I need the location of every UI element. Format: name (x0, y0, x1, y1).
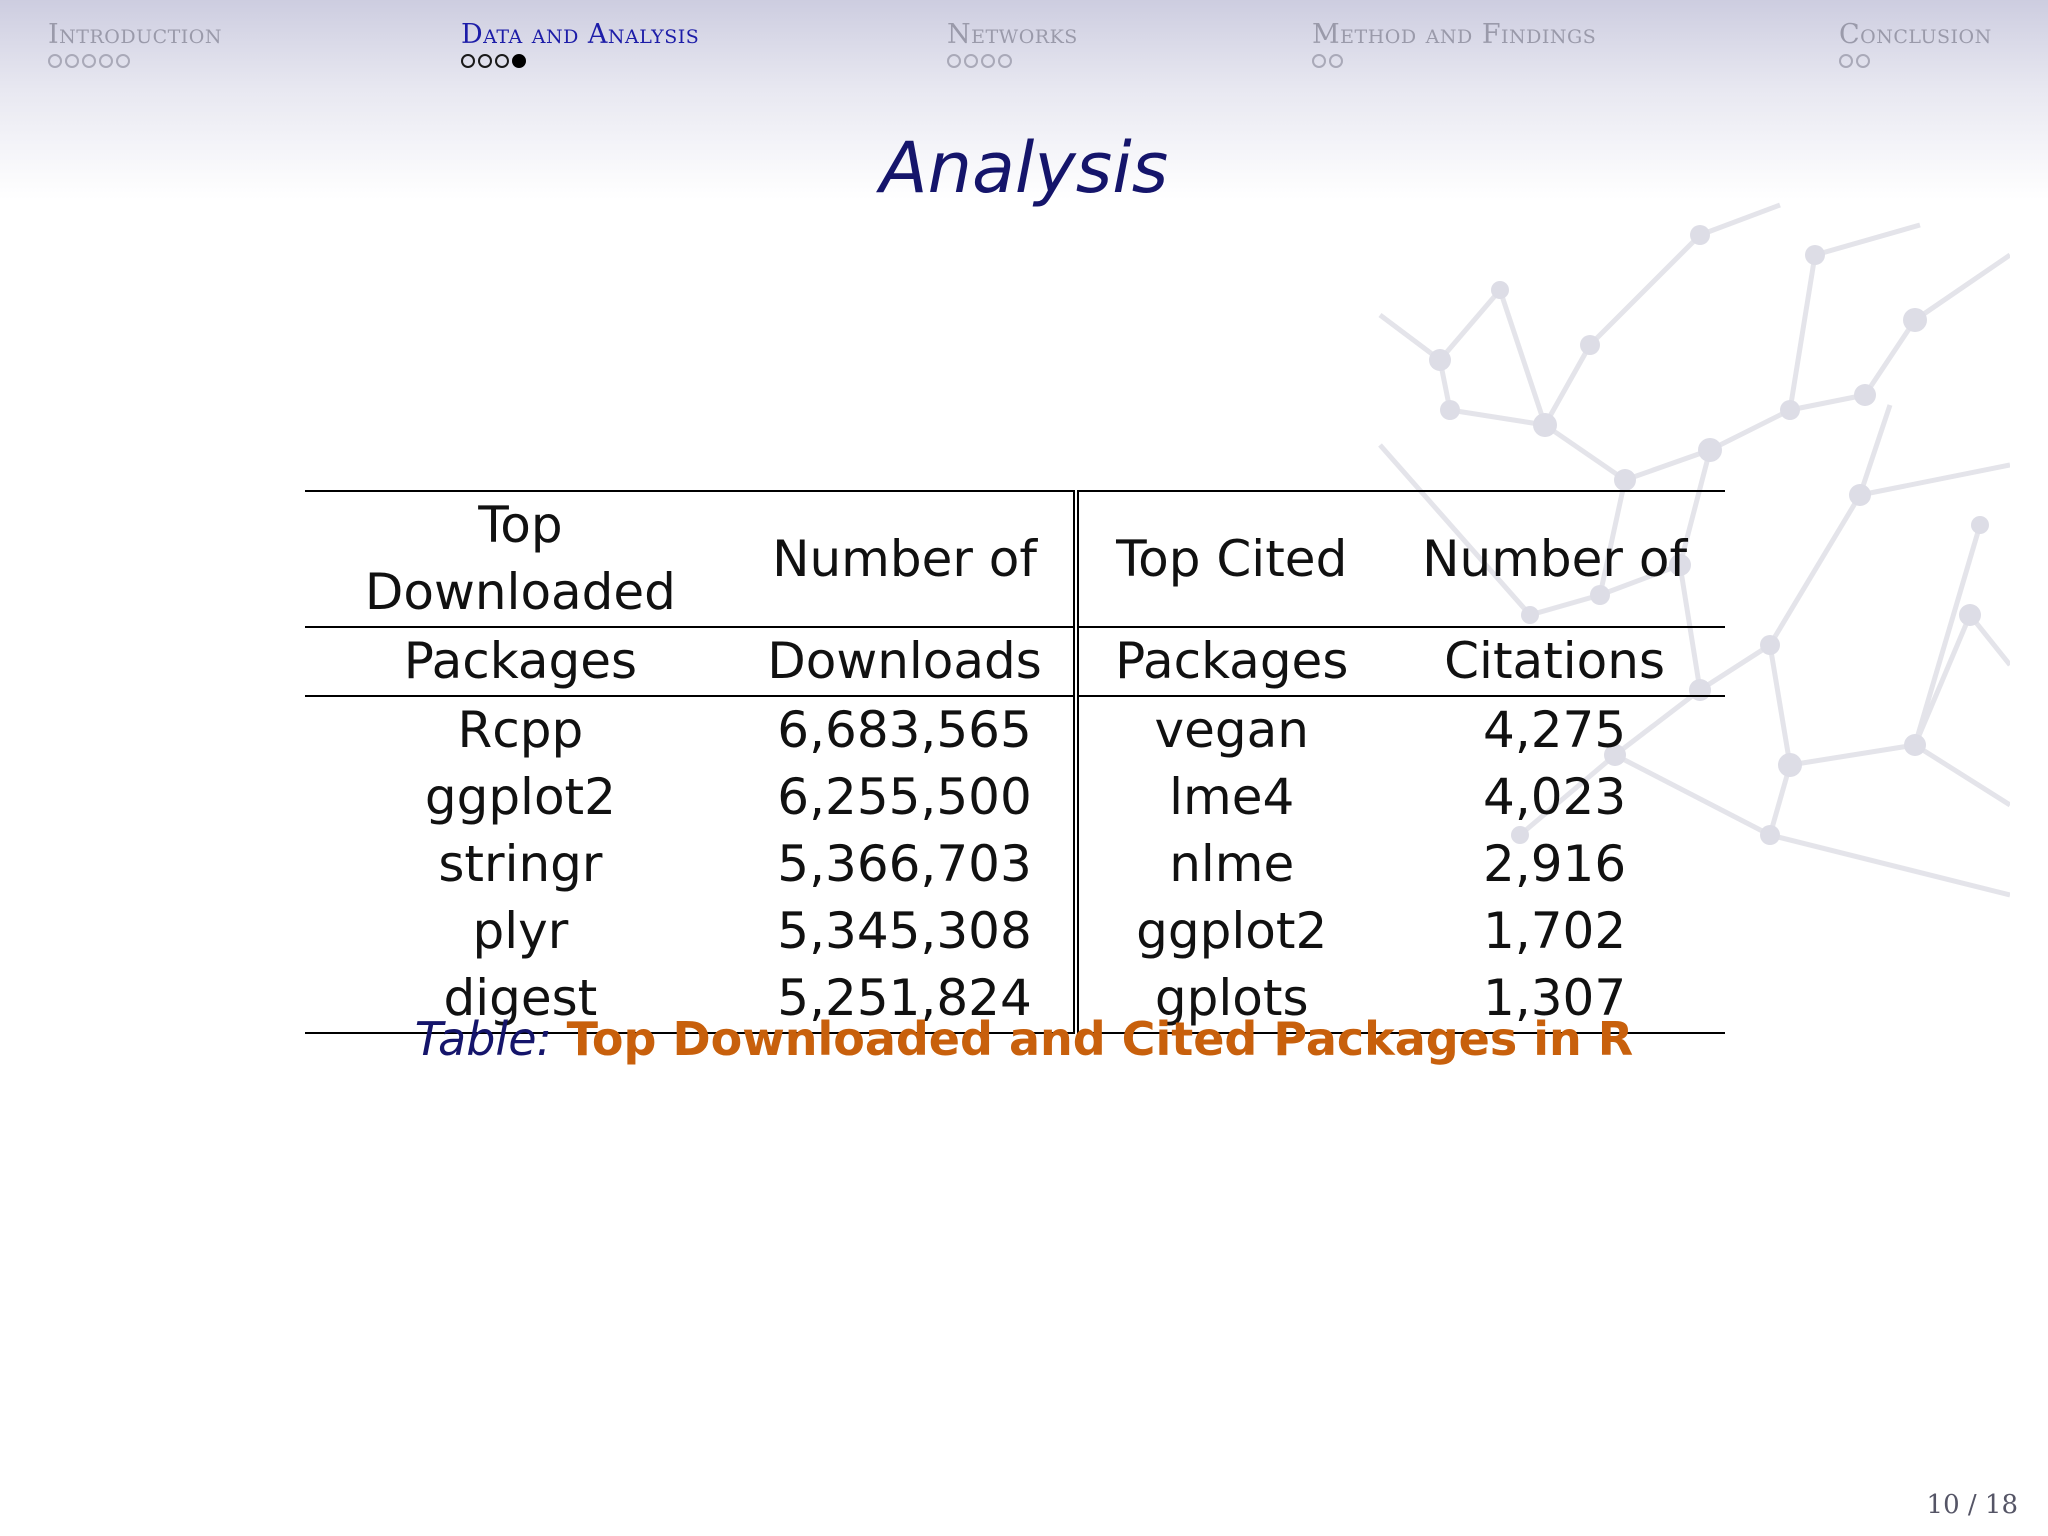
table-row (305, 831, 1725, 898)
header-number-of-citations: Number of (1384, 491, 1725, 627)
nav-dot[interactable] (495, 54, 509, 68)
citation-count: 1,702 (1483, 902, 1627, 960)
cited-package-name: ggplot2 (1136, 902, 1328, 960)
header-top-downloaded: Top Downloaded (305, 491, 736, 627)
cited-package-name: gplots (1076, 965, 1384, 1033)
nav-section-method-and-findings[interactable] (1312, 18, 1596, 68)
nav-dot[interactable] (1329, 54, 1343, 68)
page-number: 10 / 18 (1926, 1490, 2018, 1520)
nav-dot[interactable] (1839, 54, 1853, 68)
caption-text: Top Downloaded and Cited Packages in R (566, 1012, 1634, 1066)
nav-dot[interactable] (461, 54, 475, 68)
header-number-of-downloads-line2: Downloads (736, 627, 1076, 696)
nav-section-data-and-analysis[interactable] (461, 18, 699, 68)
header-number-of-downloads: Number of (736, 491, 1076, 627)
nav-section-label[interactable]: Conclusion (1839, 19, 1992, 50)
cited-package-name: vegan (1154, 701, 1309, 759)
download-count: 5,251,824 (736, 965, 1076, 1033)
nav-section-label[interactable]: Introduction (48, 19, 223, 50)
nav-subsection-dots (947, 54, 1078, 68)
nav-section-label[interactable]: Method and Findings (1312, 19, 1597, 50)
nav-section-networks[interactable] (947, 18, 1078, 68)
nav-subsection-dots (1839, 54, 1992, 68)
downloaded-package-name: Rcpp (457, 701, 584, 759)
nav-dot[interactable] (82, 54, 96, 68)
nav-dot[interactable] (99, 54, 113, 68)
table-row (305, 696, 1725, 764)
nav-section-introduction[interactable] (48, 18, 222, 68)
nav-dot[interactable] (1312, 54, 1326, 68)
frame-title: Analysis (879, 127, 1169, 209)
nav-dot[interactable] (65, 54, 79, 68)
nav-dot[interactable] (478, 54, 492, 68)
nav-dot-current[interactable] (512, 54, 526, 68)
table-header-row (305, 627, 1725, 696)
nav-subsection-dots (461, 54, 699, 68)
citation-count: 1,307 (1384, 965, 1725, 1033)
cited-package-name: lme4 (1169, 768, 1295, 826)
header-top-cited-line2: Packages (1076, 627, 1384, 696)
nav-dot[interactable] (964, 54, 978, 68)
citation-count: 2,916 (1483, 835, 1627, 893)
nav-subsection-dots (48, 54, 222, 68)
packages-table (305, 490, 1725, 1034)
header-number-of-citations-line2: Citations (1384, 627, 1725, 696)
citation-count: 4,023 (1483, 768, 1627, 826)
nav-dot[interactable] (947, 54, 961, 68)
header-top-downloaded-line2: Packages (305, 627, 736, 696)
nav-subsection-dots (1312, 54, 1596, 68)
header-top-cited: Top Cited (1076, 491, 1384, 627)
nav-dot[interactable] (1856, 54, 1870, 68)
nav-dot[interactable] (116, 54, 130, 68)
nav-section-label[interactable]: Data and Analysis (461, 19, 700, 50)
cited-package-name: nlme (1169, 835, 1295, 893)
download-count: 5,345,308 (736, 898, 1076, 965)
nav-dot[interactable] (48, 54, 62, 68)
downloaded-package-name: plyr (472, 902, 569, 960)
downloaded-package-name: digest (305, 965, 736, 1033)
citation-count: 4,275 (1483, 701, 1627, 759)
download-count: 6,255,500 (736, 764, 1076, 831)
download-count: 6,683,565 (736, 696, 1076, 764)
caption-prefix: Table: (414, 1012, 552, 1066)
table-row (305, 898, 1725, 965)
downloaded-package-name: stringr (438, 835, 603, 893)
downloaded-package-name: ggplot2 (424, 768, 616, 826)
download-count: 5,366,703 (736, 831, 1076, 898)
nav-section-label[interactable]: Networks (947, 19, 1078, 50)
table-row (305, 764, 1725, 831)
nav-dot[interactable] (981, 54, 995, 68)
table-header-row (305, 491, 1725, 627)
table-caption (0, 1012, 2048, 1066)
nav-section-conclusion[interactable] (1839, 18, 1992, 68)
nav-dot[interactable] (998, 54, 1012, 68)
